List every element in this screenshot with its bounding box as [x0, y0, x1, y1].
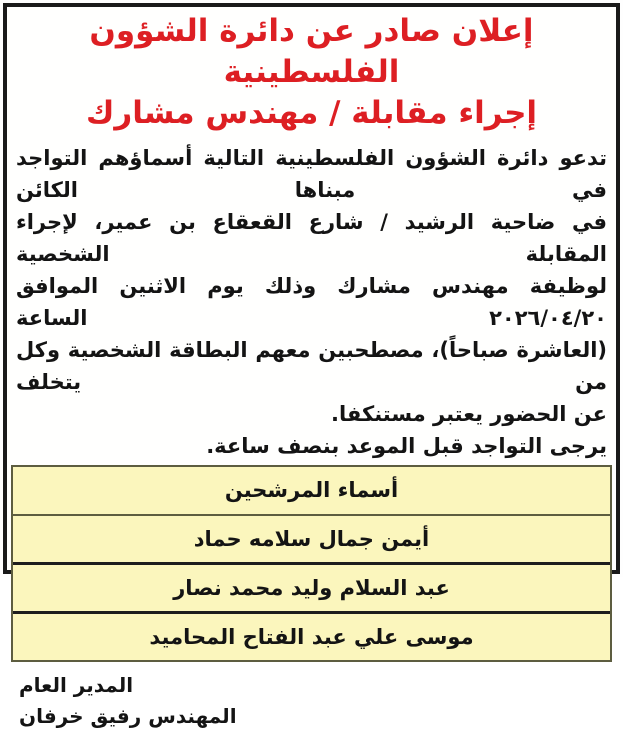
signature-role: المدير العام — [19, 673, 134, 697]
body-line-6: يرجى التواجد قبل الموعد بنصف ساعة. — [206, 434, 607, 458]
body-line-3: لوظيفة مهندس مشارك وذلك يوم الاثنين الموافق ٢٠٢٦/٠٤/٢٠ الساعة — [16, 274, 607, 330]
body-line-2: في ضاحية الرشيد / شارع القعقاع بن عمير، لإجراء المقابلة الشخصية — [16, 210, 607, 266]
candidate-row-3: موسى علي عبد الفتاح المحاميد — [13, 611, 610, 660]
candidates-table — [11, 465, 612, 662]
ad-title-line-1: إعلان صادر عن دائرة الشؤون الفلسطينية — [89, 13, 534, 90]
body-line-1: تدعو دائرة الشؤون الفلسطينية التالية أسماؤهم التواجد في مبناها الكائن — [16, 146, 607, 202]
ad-title-line-2: إجراء مقابلة / مهندس مشارك — [85, 95, 538, 131]
body-line-4: (العاشرة صباحاً)، مصطحبين معهم البطاقة الشخصية وكل من يتخلف — [16, 338, 607, 394]
candidates-table-header: أسماء المرشحين — [224, 478, 399, 502]
ad-header — [7, 7, 616, 134]
signature-name: المهندس رفيق خرفان — [19, 704, 237, 728]
body-line-5: عن الحضور يعتبر مستنكفا. — [331, 402, 607, 426]
announcement-body — [7, 134, 616, 462]
signature-block — [7, 662, 616, 732]
candidate-row-2: عبد السلام وليد محمد نصار — [13, 562, 610, 611]
candidate-row-1: أيمن جمال سلامه حماد — [13, 514, 610, 562]
ad-frame — [3, 3, 620, 728]
